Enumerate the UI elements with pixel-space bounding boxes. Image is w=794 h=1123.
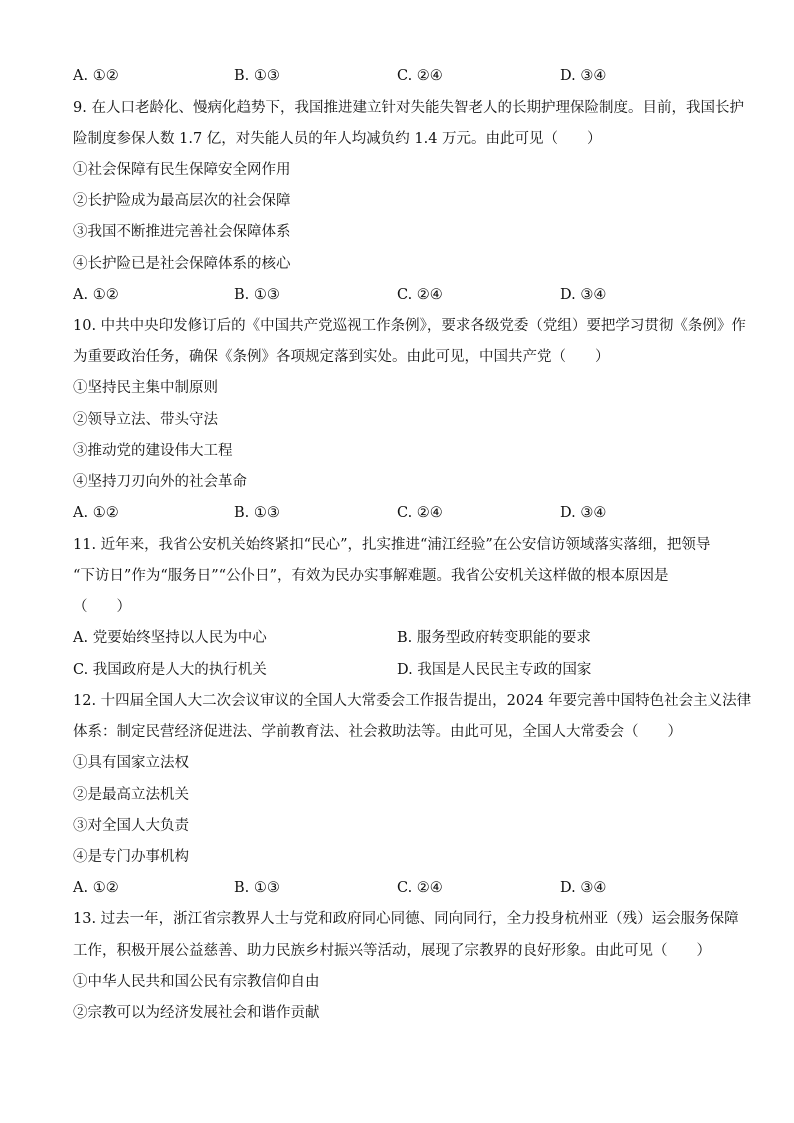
q10-option-a[interactable]: A. ①② <box>73 505 119 521</box>
q9-options <box>73 285 733 305</box>
q9-item-1: ①社会保障有民生保障安全网作用 <box>73 162 291 178</box>
q11-options-row-2 <box>73 660 733 680</box>
q10-item-4: ④坚持刀刃向外的社会革命 <box>73 474 247 490</box>
q8-option-d[interactable]: D. ③④ <box>560 68 607 84</box>
q13-item-1: ①中华人民共和国公民有宗教信仰自由 <box>73 974 320 990</box>
q8-option-a[interactable]: A. ①② <box>73 68 119 84</box>
q8-options <box>73 66 733 86</box>
q9-stem-line-1: 9. 在人口老龄化、慢病化趋势下，我国推进建立针对失能失智老人的长期护理保险制度。目前，我国长护 <box>73 100 744 116</box>
q11-option-d[interactable]: D. 我国是人民民主专政的国家 <box>397 662 592 678</box>
q10-stem-line-2: 为重要政治任务，确保《条例》各项规定落到实处。由此可见，中国共产党（ ） <box>73 349 610 365</box>
q10-options <box>73 503 733 523</box>
q12-stem-line-2: 体系：制定民营经济促进法、学前教育法、社会救助法等。由此可见，全国人大常委会（ ） <box>73 724 682 740</box>
q11-stem-line-3: （ ） <box>73 599 131 615</box>
q11-option-a[interactable]: A. 党要始终坚持以人民为中心 <box>73 630 267 646</box>
q12-item-4: ④是专门办事机构 <box>73 849 189 865</box>
q10-item-3: ③推动党的建设伟大工程 <box>73 443 233 459</box>
q12-stem-line-1: 12. 十四届全国人大二次会议审议的全国人大常委会工作报告提出，2024 年要完善中国特色社会主义法律 <box>73 693 752 709</box>
q9-item-4: ④长护险已是社会保障体系的核心 <box>73 256 291 272</box>
q10-option-d[interactable]: D. ③④ <box>560 505 607 521</box>
q9-stem-line-2: 险制度参保人数 1.7 亿，对失能人员的年人均减负约 1.4 万元。由此可见（ ） <box>73 131 602 147</box>
q12-option-d[interactable]: D. ③④ <box>560 880 607 896</box>
q10-option-c[interactable]: C. ②④ <box>397 505 443 521</box>
q9-item-2: ②长护险成为最高层次的社会保障 <box>73 193 291 209</box>
q12-item-1: ①具有国家立法权 <box>73 755 189 771</box>
q9-option-c[interactable]: C. ②④ <box>397 287 443 303</box>
q13-stem-line-1: 13. 过去一年，浙江省宗教界人士与党和政府同心同德、同向同行，全力投身杭州亚（残）运会服务保障 <box>73 911 739 927</box>
q12-options <box>73 878 733 898</box>
q11-options-row-1 <box>73 628 733 648</box>
q9-option-b[interactable]: B. ①③ <box>234 287 280 303</box>
q11-option-b[interactable]: B. 服务型政府转变职能的要求 <box>397 630 591 646</box>
q12-option-a[interactable]: A. ①② <box>73 880 119 896</box>
q8-option-b[interactable]: B. ①③ <box>234 68 280 84</box>
q11-option-c[interactable]: C. 我国政府是人大的执行机关 <box>73 662 267 678</box>
q10-stem-line-1: 10. 中共中央印发修订后的《中国共产党巡视工作条例》，要求各级党委（党组）要把学习贯彻《条例》作 <box>73 318 746 334</box>
q9-item-3: ③我国不断推进完善社会保障体系 <box>73 224 291 240</box>
q10-item-2: ②领导立法、带头守法 <box>73 412 218 428</box>
q8-option-c[interactable]: C. ②④ <box>397 68 443 84</box>
q9-option-a[interactable]: A. ①② <box>73 287 119 303</box>
q11-stem-line-1: 11. 近年来，我省公安机关始终紧扣“民心”，扎实推进“浦江经验”在公安信访领域落实落细，把领导 <box>73 537 711 553</box>
q12-item-2: ②是最高立法机关 <box>73 787 189 803</box>
q11-stem-line-2: “下访日”作为“服务日”“公仆日”，有效为民办实事解难题。我省公安机关这样做的根本原因是 <box>73 568 669 584</box>
q9-option-d[interactable]: D. ③④ <box>560 287 607 303</box>
q12-option-c[interactable]: C. ②④ <box>397 880 443 896</box>
q12-option-b[interactable]: B. ①③ <box>234 880 280 896</box>
q13-item-2: ②宗教可以为经济发展社会和谐作贡献 <box>73 1005 320 1021</box>
q10-item-1: ①坚持民主集中制原则 <box>73 380 218 396</box>
q10-option-b[interactable]: B. ①③ <box>234 505 280 521</box>
q12-item-3: ③对全国人大负责 <box>73 818 189 834</box>
q13-stem-line-2: 工作，积极开展公益慈善、助力民族乡村振兴等活动，展现了宗教界的良好形象。由此可见（ ） <box>73 943 711 959</box>
